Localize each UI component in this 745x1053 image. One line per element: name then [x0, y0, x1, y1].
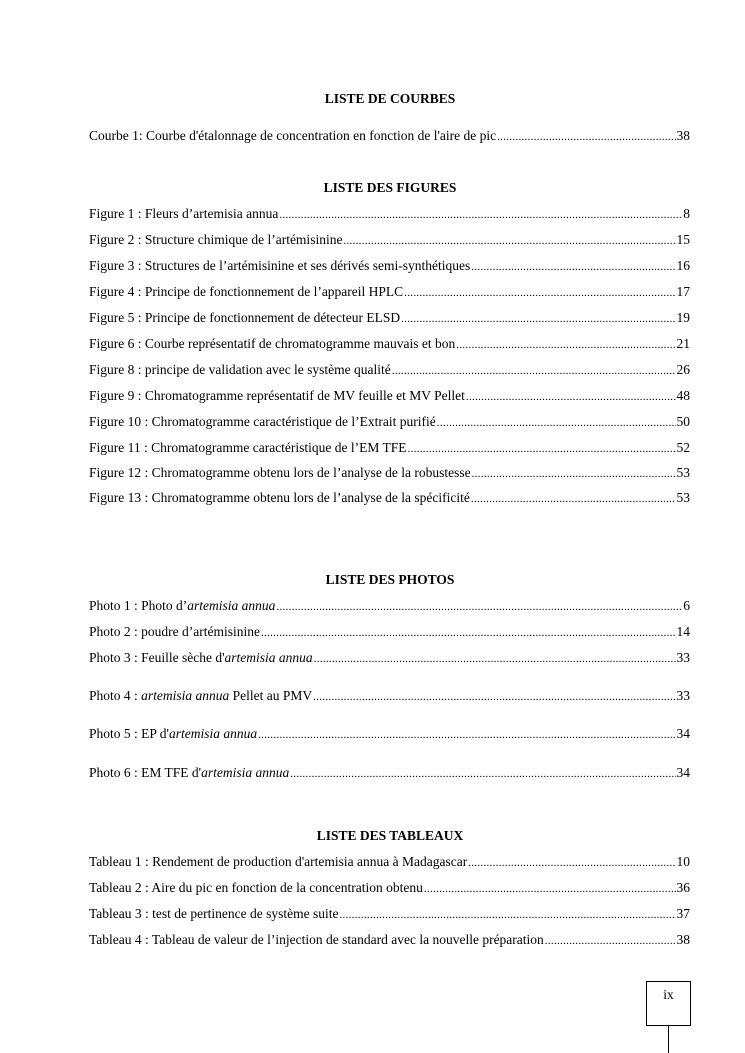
toc-entry-figure[interactable] [89, 362, 690, 380]
toc-entry-figure[interactable] [89, 232, 690, 250]
entry-label: Figure 12 : Chromatogramme obtenu lors de l’analyse de la robustesse [89, 465, 471, 480]
dot-leader [339, 909, 675, 921]
dot-leader [258, 729, 675, 741]
page-ref: 53 [676, 465, 690, 480]
toc-entry-figure[interactable] [89, 336, 690, 354]
toc-entry-figure[interactable] [89, 388, 690, 406]
toc-entry-photo[interactable] [89, 624, 690, 642]
page-ref: 6 [683, 598, 690, 613]
dot-leader [472, 468, 676, 480]
toc-entry-photo[interactable] [89, 598, 690, 616]
entry-label-italic: artemisia annua [141, 688, 230, 703]
dot-leader [314, 653, 676, 665]
toc-entry-photo[interactable] [89, 650, 690, 668]
page-ref: 38 [676, 128, 690, 143]
toc-entry-photo[interactable] [89, 726, 690, 744]
page-number-rule [668, 1025, 669, 1053]
dot-leader [343, 235, 675, 247]
dot-leader [424, 883, 676, 895]
entry-label: Figure 5 : Principe de fonctionnement de détecteur ELSD [89, 310, 401, 325]
heading-photos: LISTE DES PHOTOS [325, 572, 455, 587]
toc-entry-figure[interactable] [89, 440, 690, 458]
page-ref: 50 [676, 414, 690, 429]
heading-tableaux: LISTE DES TABLEAUX [316, 828, 464, 843]
entry-label: Figure 11 : Chromatogramme caractéristique de l’EM TFE [89, 440, 407, 455]
toc-entry-photo[interactable] [89, 765, 690, 783]
heading-courbes: LISTE DE COURBES [324, 91, 456, 106]
entry-label: Figure 8 : principe de validation avec le système qualité [89, 362, 391, 377]
dot-leader [261, 627, 676, 639]
page-ref: 36 [676, 880, 690, 895]
page-ref: 16 [676, 258, 690, 273]
entry-label: Figure 6 : Courbe représentatif de chromatogramme mauvais et bon [89, 336, 456, 351]
dot-leader [276, 601, 682, 613]
entry-label: Photo 1 : Photo d’ [89, 598, 188, 613]
dot-leader [471, 261, 675, 273]
toc-entry-photo[interactable] [89, 688, 690, 706]
dot-leader [408, 443, 676, 455]
entry-label: Tableau 4 : Tableau de valeur de l’injection de standard avec la nouvelle préparation [89, 932, 544, 947]
page-ref: 48 [676, 388, 690, 403]
dot-leader [471, 493, 676, 505]
entry-label-italic: artemisia annua [224, 650, 313, 665]
entry-label: Tableau 2 : Aire du pic en fonction de la concentration obtenu [89, 880, 423, 895]
entry-label: Photo 2 : poudre d’artémisinine [89, 624, 260, 639]
entry-label: Photo 3 : Feuille sèche d' [89, 650, 225, 665]
toc-entry-tableau[interactable] [89, 880, 690, 898]
page-ref: 53 [676, 490, 690, 505]
dot-leader [545, 935, 676, 947]
heading-figures: LISTE DES FIGURES [323, 180, 457, 195]
dot-leader [401, 313, 675, 325]
entry-label: Tableau 3 : test de pertinence de système suite [89, 906, 339, 921]
toc-entry-tableau[interactable] [89, 906, 690, 924]
dot-leader [468, 857, 675, 869]
page-number: ix [663, 987, 674, 1002]
entry-label-italic: artemisia annua [187, 598, 276, 613]
page-ref: 37 [676, 906, 690, 921]
entry-label: Photo 6 : EM TFE d' [89, 765, 202, 780]
entry-label: Courbe 1: Courbe d'étalonnage de concentration en fonction de l'aire de pic [89, 128, 497, 143]
page-ref: 33 [676, 650, 690, 665]
dot-leader [392, 365, 676, 377]
dot-leader [437, 417, 676, 429]
page-ref: 10 [676, 854, 690, 869]
toc-entry-figure[interactable] [89, 490, 690, 508]
toc-entry-figure[interactable] [89, 310, 690, 328]
entry-label: Figure 1 : Fleurs d’artemisia annua [89, 206, 279, 221]
toc-entry-figure[interactable] [89, 206, 690, 224]
dot-leader [404, 287, 675, 299]
entry-label: Figure 2 : Structure chimique de l’artémisinine [89, 232, 343, 247]
page-ref: 8 [683, 206, 690, 221]
dot-leader [290, 768, 675, 780]
entry-label: Figure 9 : Chromatogramme représentatif de MV feuille et MV Pellet [89, 388, 465, 403]
toc-entry-tableau[interactable] [89, 932, 690, 950]
entry-label: Tableau 1 : Rendement de production d'artemisia annua à Madagascar [89, 854, 468, 869]
entry-label: Figure 3 : Structures de l’artémisinine et ses dérivés semi-synthétiques [89, 258, 471, 273]
page-ref: 17 [676, 284, 690, 299]
dot-leader [279, 209, 682, 221]
entry-label-italic: artemisia annua [168, 726, 258, 741]
toc-entry-figure[interactable] [89, 414, 690, 432]
page-ref: 21 [676, 336, 690, 351]
dot-leader [456, 339, 675, 351]
entry-label: Photo 4 : [89, 688, 142, 703]
toc-entry-courbe-1[interactable] [89, 128, 690, 146]
page-ref: 26 [676, 362, 690, 377]
toc-entry-figure[interactable] [89, 284, 690, 302]
page-ref: 14 [676, 624, 690, 639]
page-ref: 15 [676, 232, 690, 247]
page-ref: 52 [676, 440, 690, 455]
dot-leader [497, 131, 675, 143]
page-ref: 34 [676, 765, 690, 780]
entry-label: Photo 5 : EP d' [89, 726, 169, 741]
toc-entry-tableau[interactable] [89, 854, 690, 872]
page-number-box [646, 981, 691, 1026]
entry-label-italic: artemisia annua [201, 765, 290, 780]
toc-entry-figure[interactable] [89, 258, 690, 276]
entry-label: Figure 4 : Principe de fonctionnement de l’appareil HPLC [89, 284, 404, 299]
dot-leader [466, 391, 676, 403]
entry-label-tail: Pellet au PMV [229, 688, 313, 703]
entry-label: Figure 13 : Chromatogramme obtenu lors de l’analyse de la spécificité [89, 490, 470, 505]
dot-leader [313, 691, 675, 703]
toc-entry-figure[interactable] [89, 465, 690, 483]
page-ref: 19 [676, 310, 690, 325]
page-ref: 38 [676, 932, 690, 947]
page-ref: 34 [676, 726, 690, 741]
page-ref: 33 [676, 688, 690, 703]
entry-label: Figure 10 : Chromatogramme caractéristique de l’Extrait purifié [89, 414, 436, 429]
